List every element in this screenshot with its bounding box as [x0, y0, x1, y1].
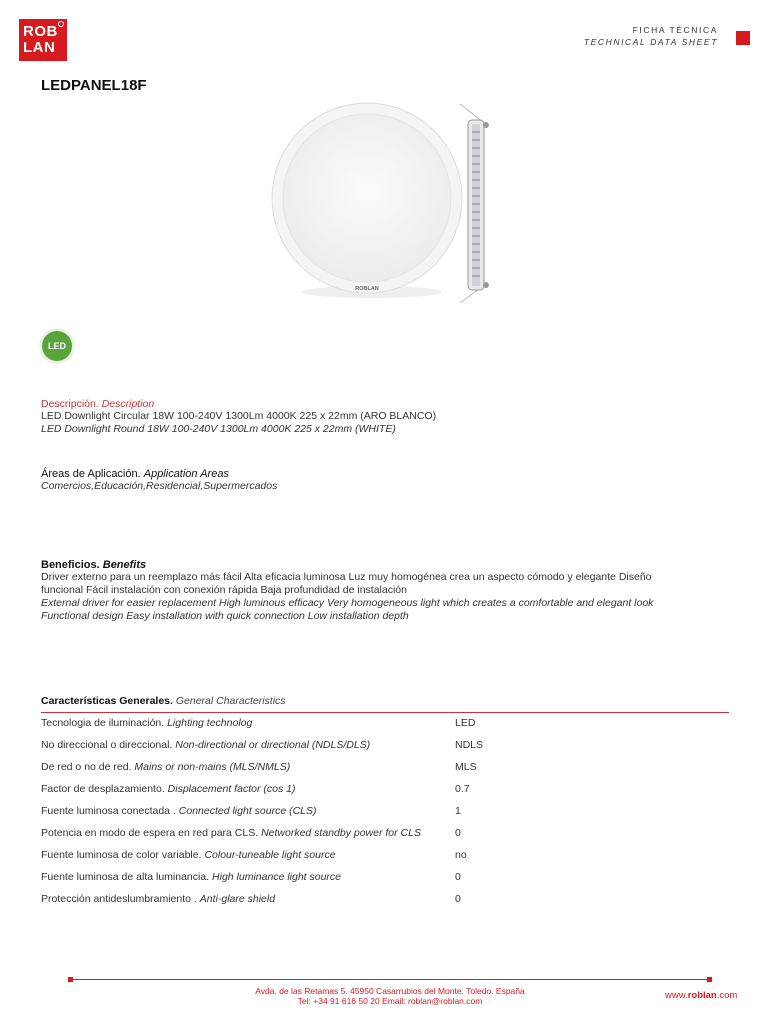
row-label: De red o no de red. Mains or non-mains (MLS/NMLS): [41, 761, 291, 773]
roblan-logo: [19, 19, 67, 61]
footer-marker-right: [707, 977, 712, 982]
table-row: [41, 893, 729, 915]
table-row: [41, 871, 729, 893]
table-row: [41, 827, 729, 849]
footer-website-link[interactable]: www.roblan.com: [665, 990, 738, 1001]
footer-address-block: [200, 986, 580, 1006]
row-label: Tecnologia de iluminación. Lighting technolog: [41, 717, 253, 729]
table-row: [41, 739, 729, 761]
application-areas-section: [41, 468, 277, 493]
row-value: 0: [455, 827, 461, 839]
row-value: NDLS: [455, 739, 484, 751]
footer-marker-left: [68, 977, 73, 982]
row-label: No direccional o direccional. Non-directional or directional (NDLS/DLS): [41, 739, 371, 751]
characteristics-divider: [41, 712, 729, 713]
benefits-en-line-2: Functional design Easy installation with quick connection Low installation depth: [41, 610, 409, 622]
row-label: Potencia en modo de espera en red para CLS. Networked standby power for CLS: [41, 827, 421, 839]
led-badge-icon: [38, 327, 76, 365]
table-row: [41, 849, 729, 871]
table-row: [41, 717, 729, 739]
sheet-title-en: TECHNICAL DATA SHEET: [583, 37, 718, 47]
led-badge-label: LED: [48, 341, 66, 351]
benefits-es-line-1: Driver externo para un reemplazo más fácil Alta eficacia luminosa Luz muy homogénea crea un aspecto cómodo y elegante Diseño: [41, 571, 652, 583]
benefits-heading: [41, 559, 741, 571]
row-label: Fuente luminosa conectada . Connected light source (CLS): [41, 805, 317, 817]
logo-line-1: ROB: [23, 23, 58, 40]
table-row: [41, 761, 729, 783]
areas-heading: [41, 468, 277, 480]
row-value: no: [455, 849, 467, 861]
characteristics-heading: [41, 695, 286, 707]
row-value: 1: [455, 805, 461, 817]
characteristics-label-en: General Characteristics: [175, 695, 286, 707]
red-square-marker: [736, 31, 750, 45]
row-label: Protección antideslumbramiento . Anti-glare shield: [41, 893, 276, 905]
benefits-section: [41, 559, 741, 623]
benefits-es-line-2: funcional Fácil instalación con conexión rápida Baja profundidad de instalación: [41, 584, 407, 596]
footer-contact[interactable]: Tel: +34 91 616 50 20 Email: roblan@roblan.com: [297, 996, 483, 1006]
product-image: [255, 100, 505, 310]
row-value: 0: [455, 893, 461, 905]
areas-text: Comercios,Educación,Residencial,Supermercados: [41, 480, 278, 492]
description-section: [41, 398, 436, 436]
description-label-es: Descripción.: [41, 398, 99, 410]
row-value: LED: [455, 717, 476, 729]
footer-address: Avda. de las Retamas 5. 45950 Casarrubios del Monte. Toledo. España: [255, 986, 525, 996]
areas-label-en: Application Areas: [143, 468, 229, 480]
description-heading: [41, 398, 436, 410]
logo-line-2: LAN: [23, 39, 56, 56]
description-es: LED Downlight Circular 18W 100-240V 1300Lm 4000K 225 x 22mm (ARO BLANCO): [41, 410, 437, 422]
panel-diffuser: [283, 114, 451, 282]
panel-brand: ROBLAN: [355, 286, 379, 292]
row-value: 0: [455, 871, 461, 883]
areas-label-es: Áreas de Aplicación.: [41, 468, 141, 480]
registered-mark-icon: [58, 21, 64, 27]
row-value: 0.7: [455, 783, 470, 795]
table-row: [41, 783, 729, 805]
characteristics-label-es: Características Generales.: [41, 695, 173, 707]
product-code: LEDPANEL18F: [41, 77, 147, 94]
row-label: Factor de desplazamiento. Displacement factor (cos 1): [41, 783, 296, 795]
row-label: Fuente luminosa de alta luminancia. High luminance light source: [41, 871, 342, 883]
row-label: Fuente luminosa de color variable. Colour-tuneable light source: [41, 849, 336, 861]
table-row: [41, 805, 729, 827]
description-label-en: Description: [101, 398, 155, 410]
row-value: MLS: [455, 761, 477, 773]
benefits-label-en: Benefits: [102, 559, 147, 571]
sheet-title-es: FICHA TÉCNICA: [632, 25, 718, 35]
description-en: LED Downlight Round 18W 100-240V 1300Lm 4000K 225 x 22mm (WHITE): [41, 423, 396, 435]
panel-side-view: [460, 104, 489, 303]
benefits-en-line-1: External driver for easier replacement High luminous efficacy Very homogeneous light which creates a comfortable and elegant look: [41, 597, 654, 609]
benefits-label-es: Beneficios.: [41, 559, 100, 571]
footer-divider: [70, 979, 710, 980]
